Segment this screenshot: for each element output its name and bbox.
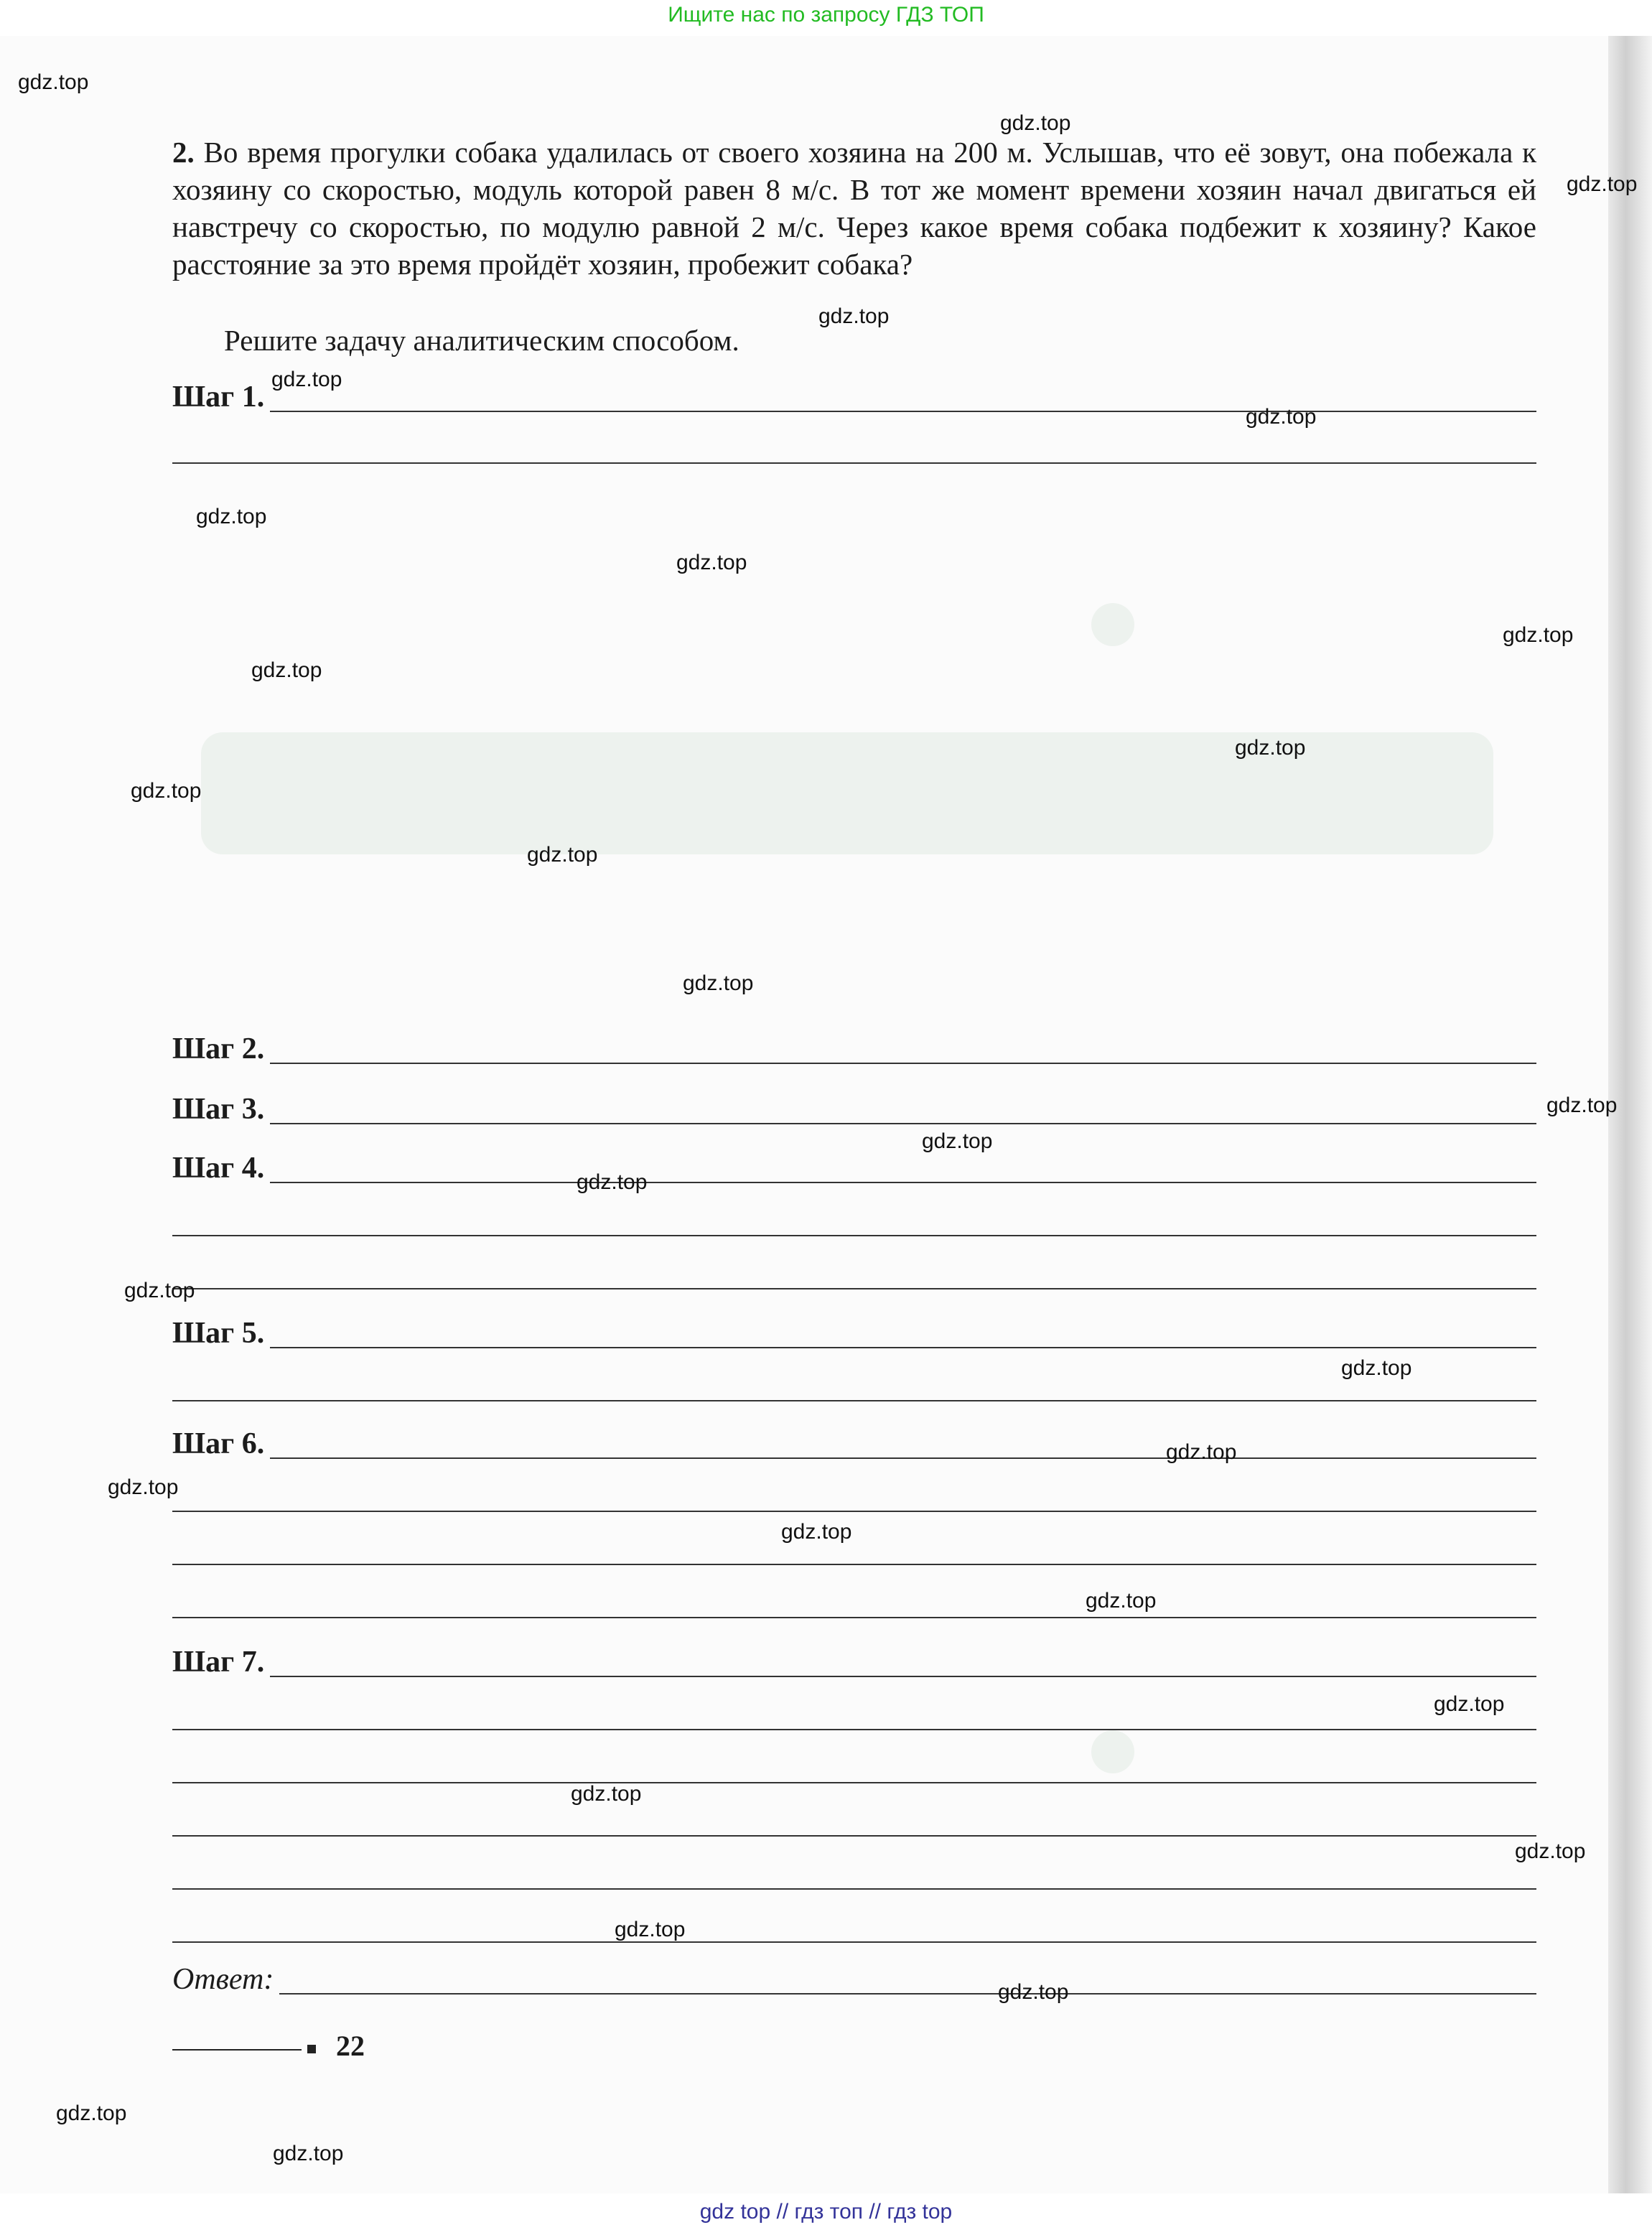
answer-line[interactable] [172, 1993, 1536, 1995]
watermark: gdz.top [1246, 405, 1317, 429]
watermark: gdz.top [818, 304, 890, 328]
step-3-label: Шаг 3. [172, 1091, 270, 1127]
watermark: gdz.top [56, 2101, 127, 2125]
site-footer-links[interactable]: gdz top // гдз топ // гдз top [699, 2200, 953, 2224]
step-4-label: Шаг 4. [172, 1150, 270, 1186]
watermark: gdz.top [1567, 172, 1638, 196]
watermark: gdz.top [1503, 623, 1574, 647]
answer-line[interactable] [172, 1123, 1536, 1124]
answer-line[interactable] [172, 411, 1536, 412]
answer-line[interactable] [172, 1347, 1536, 1348]
page-number: 22 [336, 2030, 365, 2062]
watermark: gdz.top [922, 1129, 993, 1153]
answer-line[interactable] [172, 1941, 1536, 1943]
watermark: gdz.top [676, 551, 747, 574]
answer-label: Ответ: [172, 1961, 279, 1997]
answer-line[interactable] [172, 1617, 1536, 1618]
watermark: gdz.top [124, 1279, 195, 1302]
watermark: gdz.top [577, 1170, 648, 1194]
step-6-label: Шаг 6. [172, 1426, 270, 1462]
watermark: gdz.top [196, 505, 267, 528]
watermark: gdz.top [571, 1782, 642, 1806]
answer-line[interactable] [172, 1835, 1536, 1837]
watermark: gdz.top [131, 779, 202, 803]
answer-line[interactable] [172, 462, 1536, 464]
step-1-label: Шаг 1. [172, 379, 270, 415]
page-number-bullet [307, 2045, 316, 2053]
answer-line[interactable] [172, 1400, 1536, 1401]
watermark: gdz.top [683, 971, 754, 995]
watermark: gdz.top [1235, 736, 1306, 760]
answer-line[interactable] [172, 1288, 1536, 1289]
answer-line[interactable] [172, 1782, 1536, 1783]
watermark: gdz.top [1434, 1692, 1505, 1716]
answer-line[interactable] [172, 1729, 1536, 1730]
watermark: gdz.top [1166, 1440, 1237, 1464]
watermark: gdz.top [18, 70, 89, 94]
task-text: Во время прогулки собака удалилась от своего хозяина на 200 м. Услышав, что её зовут, она побежала к хозяину со скоростью, модуль которой равен 8 м/с. В тот же момент времени хозяин начал двигаться ей навстречу со скоростью, по модулю равной 2 м/с. Через какое время собака подбежит к хозяину? Какое расстояние за это время пройдёт хозяин, пробежит собака? [172, 136, 1537, 281]
task-statement [172, 134, 1536, 283]
watermark: gdz.top [273, 2142, 344, 2165]
page-number-rule [172, 2049, 302, 2051]
answer-line[interactable] [172, 1511, 1536, 1512]
watermark: gdz.top [1086, 1589, 1157, 1613]
answer-line[interactable] [172, 1182, 1536, 1183]
bleed-through-shape [1091, 603, 1134, 646]
watermark: gdz.top [1341, 1356, 1412, 1380]
task-number: 2. [172, 136, 195, 169]
bleed-through-shape [1091, 1730, 1134, 1773]
watermark: gdz.top [615, 1918, 686, 1941]
task-instruction: Решите задачу аналитическим способом. [224, 324, 739, 357]
answer-line[interactable] [172, 1457, 1536, 1459]
watermark: gdz.top [1000, 111, 1071, 135]
watermark: gdz.top [998, 1980, 1069, 2004]
search-banner[interactable]: Ищите нас по запросу ГДЗ ТОП [668, 3, 984, 27]
answer-line[interactable] [172, 1888, 1536, 1890]
watermark: gdz.top [251, 658, 322, 682]
watermark: gdz.top [781, 1520, 852, 1544]
step-2-label: Шаг 2. [172, 1031, 270, 1067]
answer-line[interactable] [172, 1564, 1536, 1565]
watermark: gdz.top [271, 368, 342, 391]
watermark: gdz.top [1515, 1839, 1586, 1863]
step-5-label: Шаг 5. [172, 1315, 270, 1351]
step-7-label: Шаг 7. [172, 1644, 270, 1680]
watermark: gdz.top [108, 1475, 179, 1499]
answer-line[interactable] [172, 1235, 1536, 1236]
watermark: gdz.top [1546, 1093, 1618, 1117]
answer-line[interactable] [172, 1063, 1536, 1064]
watermark: gdz.top [527, 843, 598, 867]
answer-line[interactable] [172, 1676, 1536, 1677]
